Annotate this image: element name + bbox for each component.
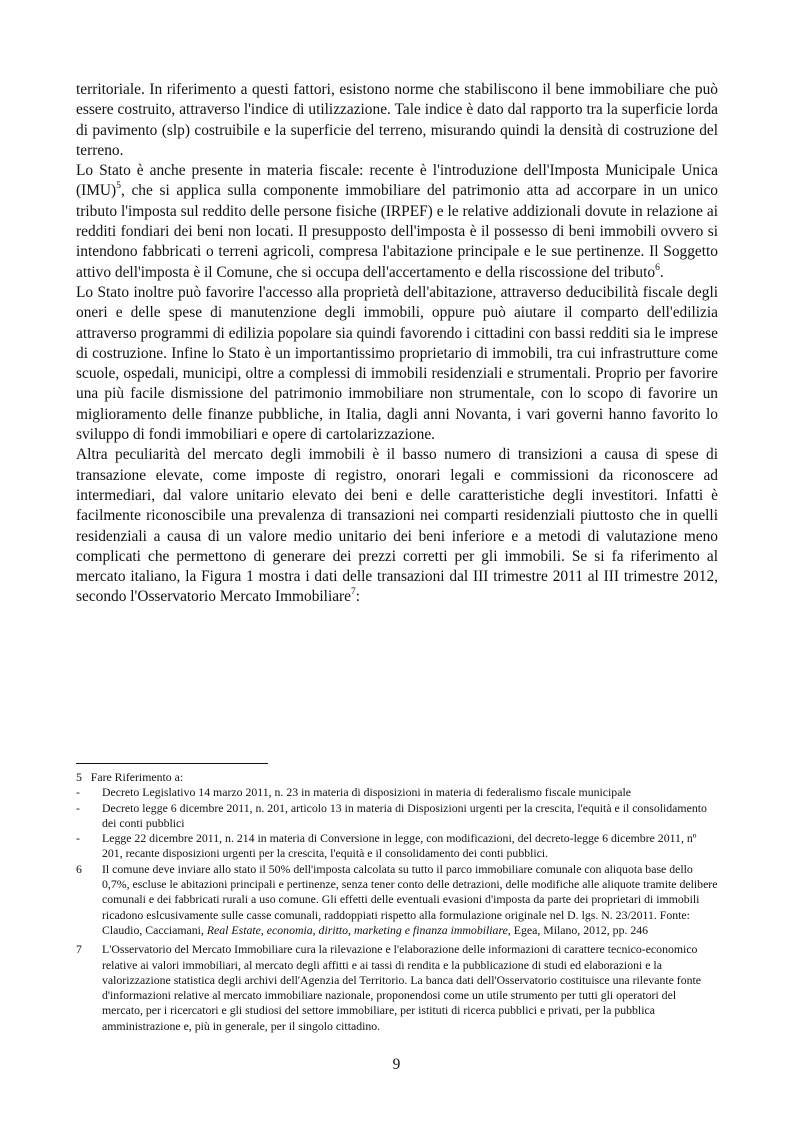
page-number: 9 [392, 1056, 401, 1073]
footnote-6: 6 Il comune deve inviare allo stato il 50% dell'imposta calcolata su tutto il parco immobiliare comunale con aliquota base dello 0,7%, escluse le abitazioni principali e pertinenze, senza tener conto delle detrazioni, delle modifiche alle aliquote tramite delibere comunali e dei fabbricati rurali a uso comune. Gli effetti delle eventuali evasioni d'imposta da parte dei proprietari di immobili ricadono eslcusivamente sulle casse comunali, raddoppiati rispetto alla formulazione originale nel D. lgs. N. 23/2011. Fonte: Claudio, Cacciamani, Real Estate, economia, diritto, marketing e finanza immobiliare, Egea, Milano, 2012, pp. 246 [76, 861, 718, 937]
footnote-5-item: - Legge 22 dicembre 2011, n. 214 in materia di Conversione in legge, con modificazioni, del decreto-legge 6 dicembre 2011, nº 201, recante disposizioni urgenti per la crescita, l'equità e il consolidamento dei conti pubblici. [76, 831, 697, 861]
footnotes [76, 770, 718, 1034]
footnote-separator [76, 763, 268, 764]
footnote-5-head: 5 Fare Riferimento a: [76, 770, 184, 784]
paragraph-1: territoriale. In riferimento a questi fattori, esistono norme che stabiliscono il bene immobiliare che può essere costruito, attraverso l'indice di utilizzazione. Tale indice è dato dal rapporto tra la superficie lorda di pavimento (slp) costruibile e la superficie del terreno, misurando quindi la densità di costruzione del terreno. [76, 81, 718, 159]
footnote-ref-6[interactable]: 6 [655, 262, 660, 273]
paragraph-4: Altra peculiarità del mercato degli immobili è il basso numero di transizioni a causa di spese di transazione elevate, come imposte di registro, onorari legali e commissioni da riconoscere ad intermediari, dal valore unitario elevato dei beni e delle caratteristiche degli investitori. Infatti è facilmente riconoscibile una prevalenza di transazioni nei comparti residenziali piuttosto che in quelli residenziali a causa di un valore medio unitario dei beni inferiore e a metodi di valutazione meno complicati che permettono di generare dei prezzi corretti per gli immobili. Se si fa riferimento al mercato italiano, la Figura 1 mostra i dati delle transazioni dal III trimestre 2011 al III trimestre 2012, secondo l'Osservatorio Mercato Immobiliare$^7$: [76, 446, 718, 606]
footnote-5-item: - Decreto Legislativo 14 marzo 2011, n. 23 in materia di disposizioni in materia di federalismo fiscale municipale [76, 785, 631, 800]
footnote-ref-7[interactable]: 7 [351, 587, 356, 598]
footnote-ref-5[interactable]: 5 [116, 181, 121, 192]
paragraph-3: Lo Stato inoltre può favorire l'accesso alla proprietà dell'abitazione, attraverso deducibilità fiscale degli oneri e delle spese di manutenzione degli immobili, oppure può aiutare il comparto dell'edilizia attraverso programmi di edilizia popolare sia quindi favorendo i cittadini con bassi redditi sia le imprese di costruzione. Infine lo Stato è un importantissimo proprietario di immobili, tra cui infrastrutture come scuole, ospedali, municipi, oltre a complessi di immobili residenziali e strumentali. Proprio per favorire una più facile dismissione del patrimonio immobiliare non strumentale, con lo scopo di favorire un miglioramento delle finanze pubbliche, in Italia, dagli anni Novanta, i vari governi hanno favorito lo sviluppo di fondi immobiliari e opere di cartolarizzazione. [76, 283, 718, 444]
paragraph-2: Lo Stato è anche presente in materia fiscale: recente è l'introduzione dell'Imposta Municipale Unica (IMU)$^5$, che si applica sulla componente immobiliare del patrimonio atta ad accorpare in un unico tributo l'imposta sul reddito delle persone fisiche (IRPEF) e le relative addizionali dovute in relazione ai redditi fondiari dei beni non locati. Il presupposto dell'imposta è il possesso di beni immobili ovvero si intendono fabbricati o terreni agricoli, compresa l'abitazione principale e le sue pertinenze. Il Soggetto attivo dell'imposta è il Comune, che si occupa dell'accertamento e della riscossione del tributo$^6$. [76, 162, 718, 281]
footnote-7: 7 L'Osservatorio del Mercato Immobiliare cura la rilevazione e l'elaborazione delle informazioni di carattere tecnico-economico relative ai valori immobiliari, al mercato degli affitti e ai tassi di rendita e la pubblicazione di studi ed elaborazioni e la valorizzazione statistica degli archivi dell'Agenzia del Territorio. La banca dati dell'Osservatorio costituisce una rilevante fonte d'informazioni relative al mercato immobiliare nazionale, proponendosi come un utile strumento per tutti gli operatori del mercato, per i ricercatori e gli studiosi del settore immobiliare, per istituti di ricerca pubblici e privati, per la pubblica amministrazione e, più in generale, per il singolo cittadino. [76, 942, 702, 1033]
footnote-5-item: - Decreto legge 6 dicembre 2011, n. 201, articolo 13 in materia di Disposizioni urgenti per la crescita, l'equità e il consolidamento dei conti pubblici [76, 800, 707, 830]
main-text [76, 80, 718, 608]
